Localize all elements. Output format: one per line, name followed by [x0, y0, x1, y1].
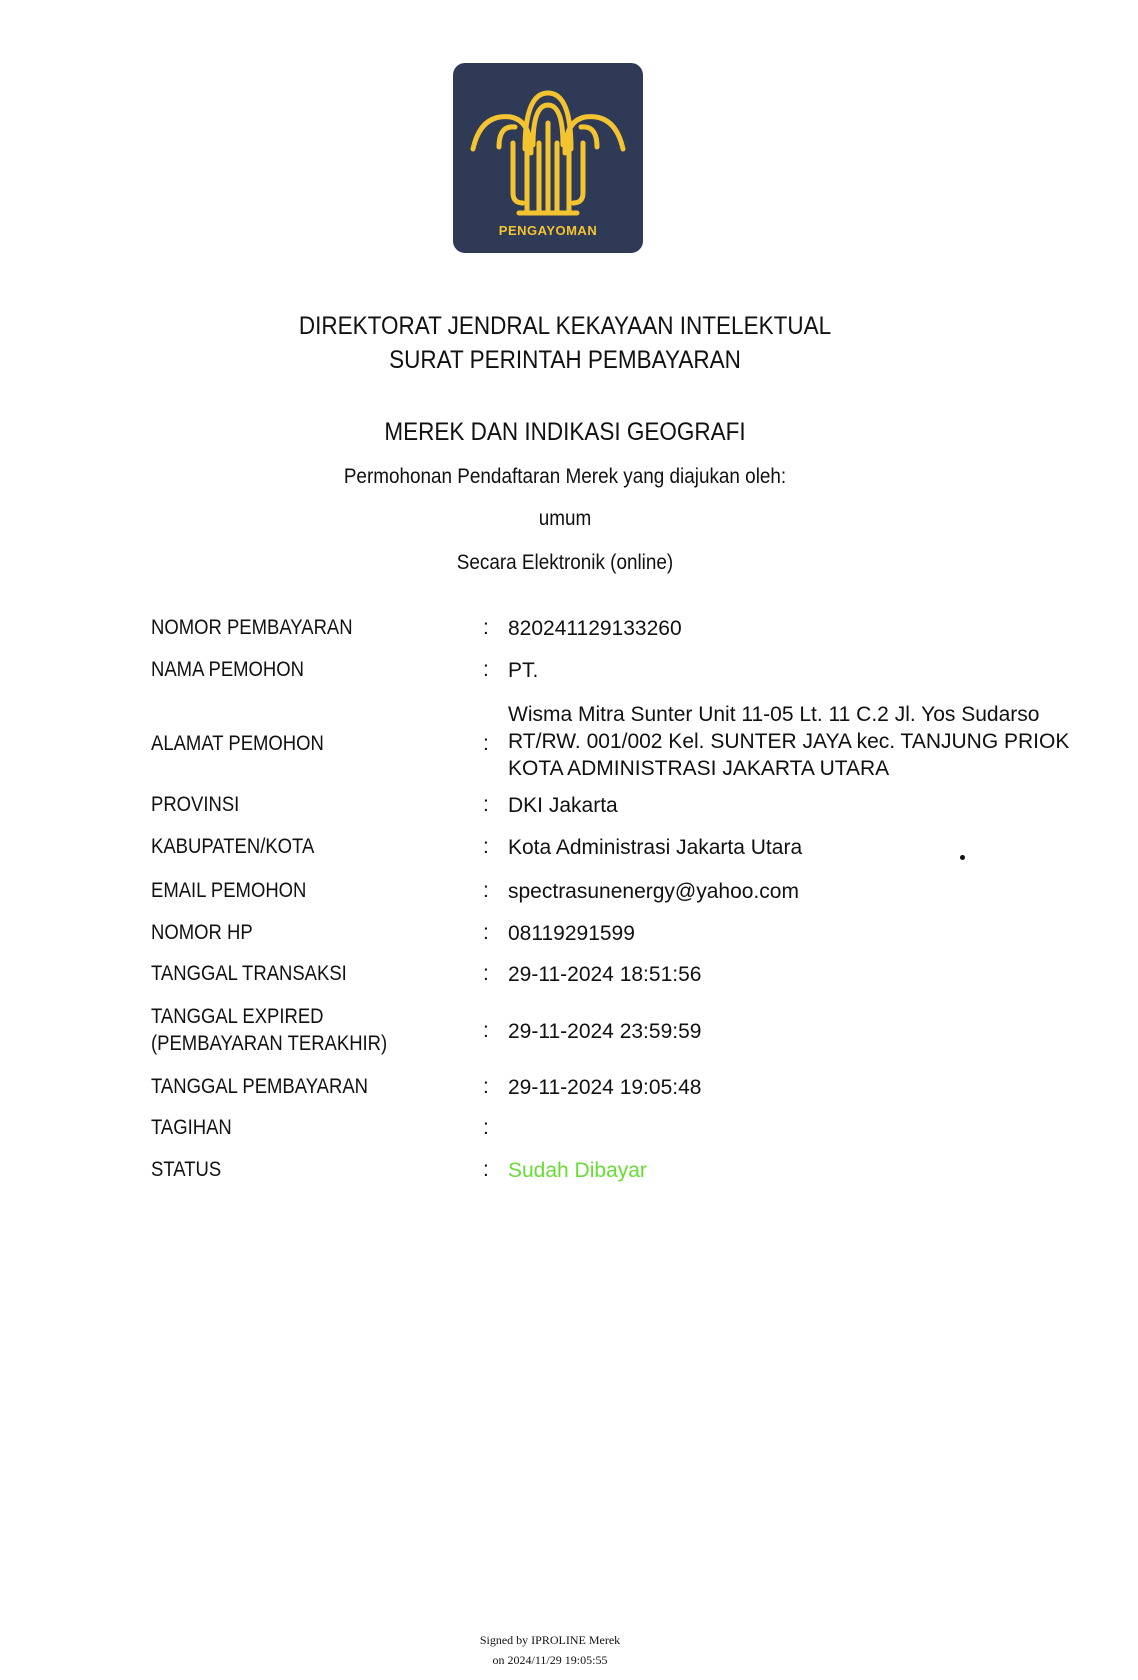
field-value-alamat-line2: RT/RW. 001/002 Kel. SUNTER JAYA kec. TANJUNG PRIOK — [508, 730, 1070, 753]
field-value-nama-pemohon — [508, 657, 774, 684]
status-badge: Sudah Dibayar — [508, 1159, 647, 1182]
field-colon: : — [483, 1116, 489, 1139]
field-label: KABUPATEN/KOTA — [151, 835, 315, 858]
field-colon: : — [483, 658, 489, 681]
field-value-tanggal-transaksi: 29-11-2024 18:51:56 — [508, 963, 702, 986]
field-label: NAMA PEMOHON — [151, 658, 304, 681]
field-value-kabupaten-kota: Kota Administrasi Jakarta Utara — [508, 836, 803, 859]
field-label-line1: TANGGAL EXPIRED — [151, 1005, 324, 1028]
field-colon: : — [483, 962, 489, 985]
field-colon: : — [483, 1019, 489, 1042]
field-label: PROVINSI — [151, 793, 240, 816]
field-value-provinsi: DKI Jakarta — [508, 794, 618, 817]
field-label: TAGIHAN — [151, 1116, 232, 1139]
field-colon: : — [483, 1075, 489, 1098]
applicant-type: umum — [538, 507, 592, 530]
title-directorate: DIREKTORAT JENDRAL KEKAYAAN INTELEKTUAL — [298, 312, 832, 340]
stray-dot — [960, 855, 965, 860]
field-value-nomor-hp: 08119291599 — [508, 922, 635, 945]
field-value-email-pemohon: spectrasunenergy@yahoo.com — [508, 880, 799, 903]
field-colon: : — [483, 879, 489, 902]
title-document: SURAT PERINTAH PEMBAYARAN — [389, 346, 741, 374]
field-label: ALAMAT PEMOHON — [151, 732, 324, 755]
field-colon: : — [483, 732, 489, 755]
field-label: NOMOR PEMBAYARAN — [151, 616, 353, 639]
field-value-nomor-pembayaran: 820241129133260 — [508, 617, 682, 640]
field-label: TANGGAL PEMBAYARAN — [151, 1075, 369, 1098]
field-value-alamat-line3: KOTA ADMINISTRASI JAKARTA UTARA — [508, 757, 890, 780]
signature-line1: Signed by IPROLINE Merek — [479, 1633, 621, 1647]
field-value-tanggal-pembayaran: 29-11-2024 19:05:48 — [508, 1076, 702, 1099]
field-value-tanggal-expired: 29-11-2024 23:59:59 — [508, 1020, 702, 1043]
section-title: MEREK DAN INDIKASI GEOGRAFI — [384, 418, 746, 446]
redaction — [544, 663, 774, 677]
logo — [453, 63, 643, 253]
submitted-by-label: Permohonan Pendaftaran Merek yang diajukan oleh: — [343, 465, 787, 488]
field-label: TANGGAL TRANSAKSI — [151, 962, 347, 985]
nama-pemohon-text: PT. — [508, 659, 545, 682]
field-colon: : — [483, 616, 489, 639]
field-label: EMAIL PEMOHON — [151, 879, 307, 902]
logo-text: PENGAYOMAN — [498, 223, 598, 238]
field-value-alamat-line1: Wisma Mitra Sunter Unit 11-05 Lt. 11 C.2 Jl. Yos Sudarso — [508, 703, 1040, 726]
field-colon: : — [483, 835, 489, 858]
field-label-line2: (PEMBAYARAN TERAKHIR) — [151, 1032, 388, 1055]
field-label: NOMOR HP — [151, 921, 253, 944]
signature-line2: on 2024/11/29 19:05:55 — [492, 1653, 608, 1667]
submission-channel: Secara Elektronik (online) — [456, 551, 674, 574]
field-label: STATUS — [151, 1158, 222, 1181]
field-colon: : — [483, 1158, 489, 1181]
field-colon: : — [483, 921, 489, 944]
field-colon: : — [483, 793, 489, 816]
